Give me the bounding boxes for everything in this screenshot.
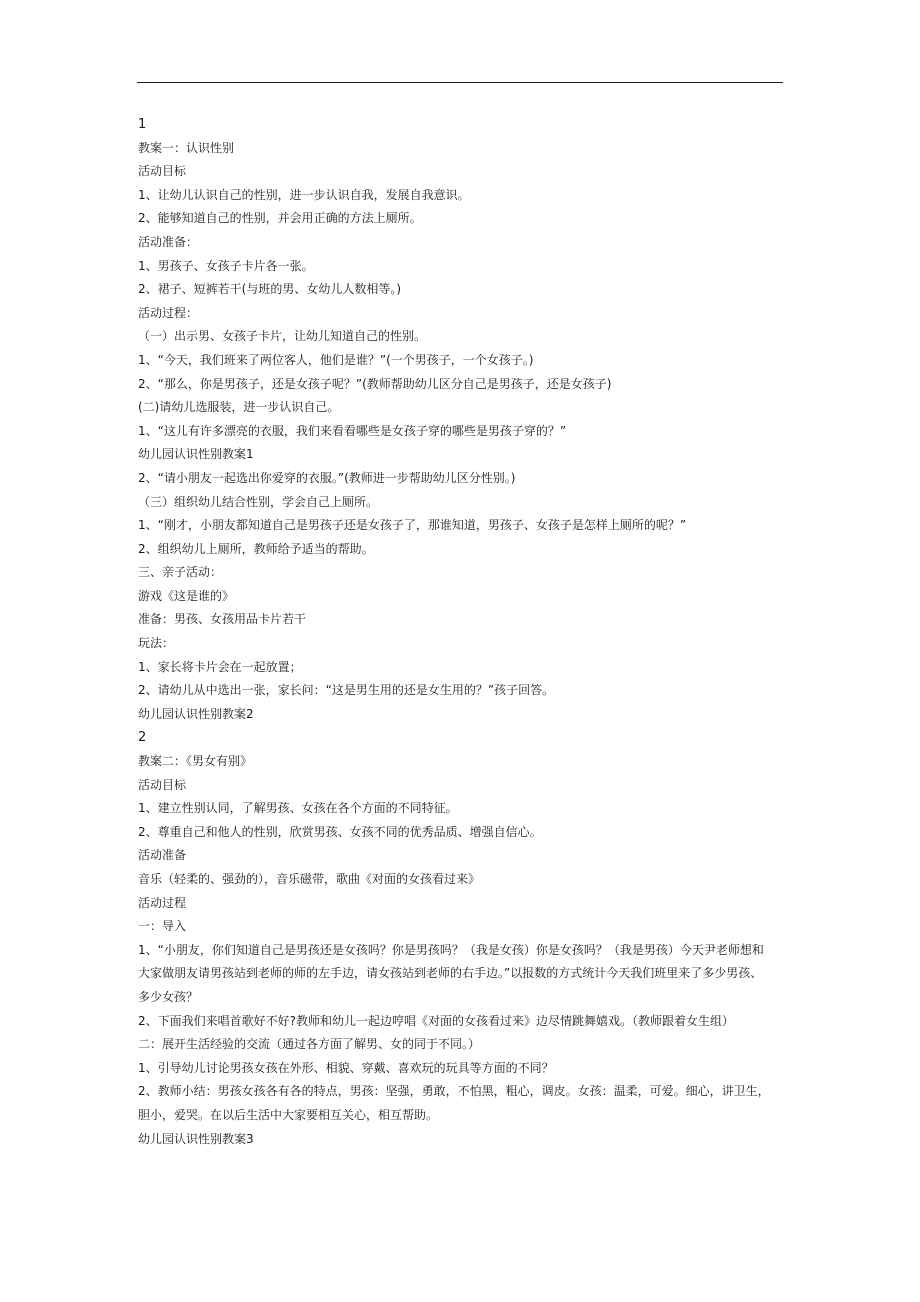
text-line: 准备：男孩、女孩用品卡片若干	[138, 612, 307, 627]
text-line: 2、“请小朋友一起选出你爱穿的衣服。”(教师进一步帮助幼儿区分性别。)	[138, 470, 516, 485]
text-line: 1、引导幼儿讨论男孩女孩在外形、相貌、穿戴、喜欢玩的玩具等方面的不同？	[138, 1060, 554, 1075]
text-line: 1、“小朋友，你们知道自己是男孩还是女孩吗？你是男孩吗？（我是女孩）你是女孩吗？（我是男孩）今天尹老师想和	[138, 942, 764, 957]
section-number: 2	[138, 730, 147, 746]
text-line: 2、请幼儿从中选出一张，家长问：“这是男生用的还是女生用的？”孩子回答。	[138, 683, 555, 698]
text-line: 多少女孩？	[138, 989, 199, 1004]
text-line: （一）出示男、女孩子卡片，让幼儿知道自己的性别。	[138, 329, 427, 344]
text-line: 2、教师小结：男孩女孩各有各的特点，男孩：坚强，勇敢，不怕黑，粗心，调皮。女孩：温柔，可爱。细心，讲卫生，	[138, 1084, 770, 1099]
text-line: 胆小，爱哭。在以后生活中大家要相互关心，相互帮助。	[138, 1107, 439, 1122]
text-line: 二：展开生活经验的交流（通过各方面了解男、女的同于不同。）	[138, 1037, 481, 1052]
text-line: （三）组织幼儿结合性别，学会自己上厕所。	[138, 494, 379, 509]
text-line: 2、组织幼儿上厕所，教师给予适当的帮助。	[138, 541, 374, 556]
text-line: 1、“刚才，小朋友都知道自己是男孩子还是女孩子了，那谁知道，男孩子、女孩子是怎样上厕所的呢？”	[138, 518, 687, 533]
text-line: 2、能够知道自己的性别，并会用正确的方法上厕所。	[138, 211, 422, 226]
section-heading: 玩法：	[138, 636, 175, 651]
section-heading: 活动准备	[138, 848, 187, 863]
section-heading: 三、亲子活动：	[138, 565, 223, 580]
text-line: 大家做朋友请男孩站到老师的师的左手边，请女孩站到老师的右手边。”以报数的方式统计今天我们班里来了多少男孩、	[138, 966, 763, 981]
text-line: 2、下面我们来唱首歌好不好?教师和幼儿一起边哼唱《对面的女孩看过来》边尽情跳舞嬉戏。（教师跟着女生组）	[138, 1013, 735, 1028]
section-heading: 活动过程：	[138, 305, 199, 320]
subtitle-line: 幼儿园认识性别教案2	[138, 706, 254, 721]
document-body	[138, 113, 798, 1151]
section-heading: 活动目标	[138, 777, 187, 792]
subtitle-line: 幼儿园认识性别教案3	[138, 1131, 254, 1146]
text-line: 音乐（轻柔的、强劲的），音乐磁带，歌曲《对面的女孩看过来》	[138, 872, 481, 886]
text-line: 一：导入	[138, 919, 187, 934]
text-line: 1、让幼儿认识自己的性别，进一步认识自我，发展自我意识。	[138, 187, 470, 202]
lesson-title: 教案一：认识性别	[138, 140, 235, 155]
lesson-title: 教案二：《男女有别》	[138, 754, 253, 769]
text-line: 1、“这儿有许多漂亮的衣服，我们来看看哪些是女孩子穿的哪些是男孩子穿的？”	[138, 423, 567, 438]
section-heading: 活动过程	[138, 895, 187, 910]
section-heading: 活动准备：	[138, 234, 199, 249]
text-line: 2、裙子、短裤若干(与班的男、女幼儿人数相等。)	[138, 282, 401, 297]
text-line: 游戏《这是谁的》	[138, 588, 235, 603]
section-heading: 活动目标	[138, 164, 187, 179]
text-line: 2、“那么，你是男孩子，还是女孩子呢？”(教师帮助幼儿区分自己是男孩子，还是女孩子)	[138, 376, 612, 391]
header-rule	[137, 82, 783, 83]
text-line: 1、“今天，我们班来了两位客人，他们是谁？”(一个男孩子，一个女孩子。)	[138, 352, 534, 367]
text-line: 1、男孩子、女孩子卡片各一张。	[138, 258, 314, 273]
text-line: 2、尊重自己和他人的性别，欣赏男孩、女孩不同的优秀品质、增强自信心。	[138, 824, 542, 839]
section-number: 1	[138, 117, 147, 132]
text-line: 1、建立性别认同，了解男孩、女孩在各个方面的不同特征。	[138, 801, 458, 816]
subtitle-line: 幼儿园认识性别教案1	[138, 447, 254, 462]
text-line: 1、家长将卡片会在一起放置；	[138, 659, 302, 674]
text-line: (二)请幼儿选服装，进一步认识自己。	[138, 400, 340, 415]
